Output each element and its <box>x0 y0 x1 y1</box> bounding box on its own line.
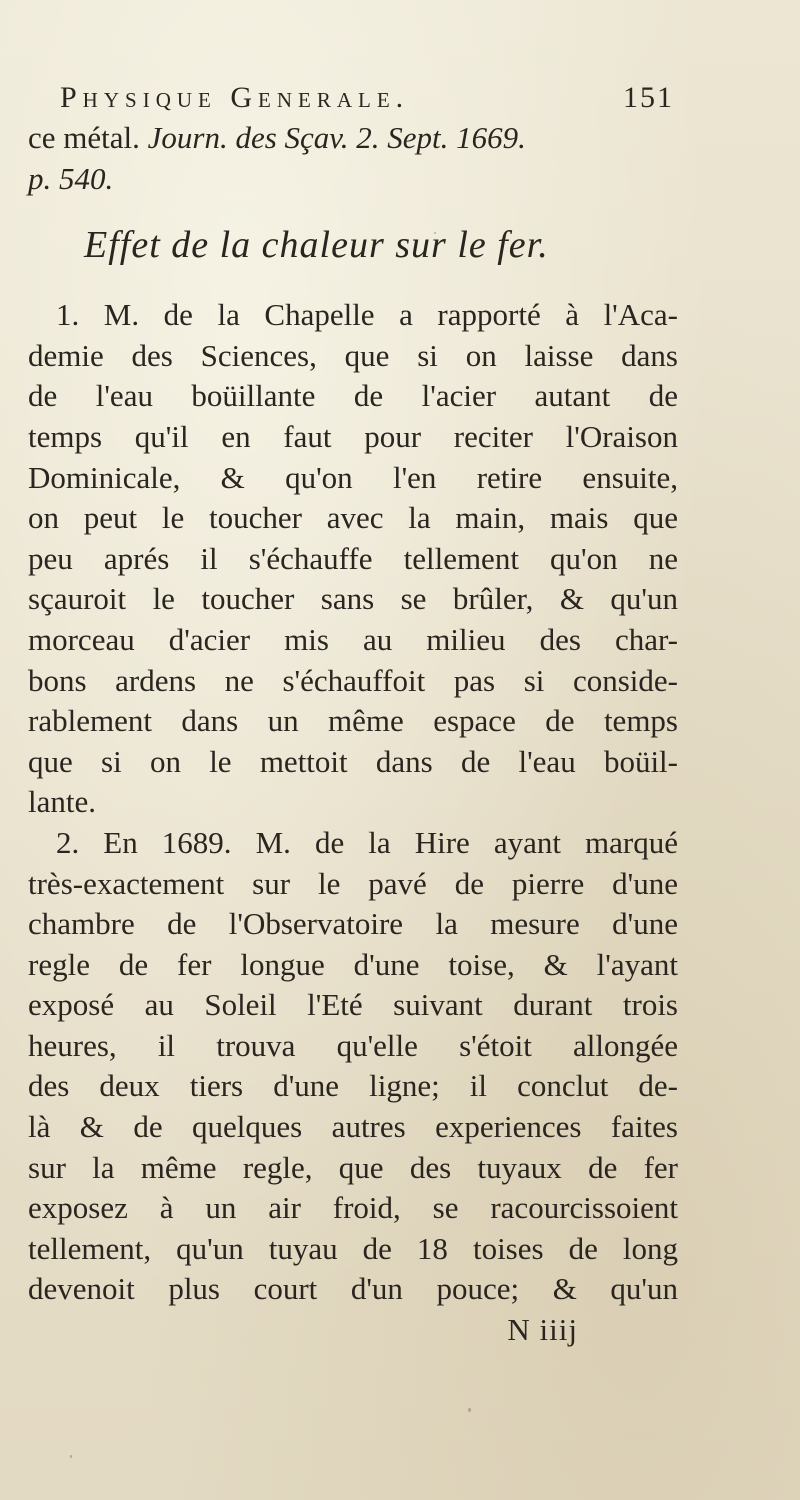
reference-page: p. 540. <box>28 160 114 196</box>
text-line: tellement, qu'un tuyau de 18 toises de long <box>28 1230 678 1266</box>
text-line: exposé au Soleil l'Eté suivant durant trois <box>28 987 678 1023</box>
text-line: rablement dans un même espace de temps <box>28 703 678 739</box>
signature-mark: N iiij <box>507 1312 578 1348</box>
text-line: regle de fer longue d'une toise, & l'ayant <box>28 946 678 982</box>
text-line: bons ardens ne s'échauffoit pas si conside- <box>28 662 678 698</box>
text-line: exposez à un air froid, se racourcissoient <box>28 1190 678 1226</box>
reference-text: ce métal. <box>28 120 140 155</box>
text-line: chambre de l'Observatoire la mesure d'une <box>28 906 678 942</box>
text-line: peu aprés il s'échauffe tellement qu'on ne <box>28 540 678 576</box>
paragraph-2 <box>28 823 678 1310</box>
text-line: des deux tiers d'une ligne; il conclut de- <box>28 1068 678 1104</box>
text-line: devenoit plus court d'un pouce; & qu'un <box>28 1271 678 1307</box>
paper-speck <box>434 232 436 234</box>
running-head-title: Physique Generale. <box>60 81 410 114</box>
text-line: lante. <box>28 784 96 820</box>
reference-citation: Journ. des Sçav. 2. Sept. 1669. <box>147 120 526 155</box>
running-head <box>28 78 678 118</box>
text-line: 2. En 1689. M. de la Hire ayant marqué <box>56 824 678 860</box>
section-title: Effet de la chaleur sur le fer. <box>84 224 549 267</box>
text-line: que si on le mettoit dans de l'eau boüil- <box>28 743 678 779</box>
text-line: morceau d'acier mis au milieu des char- <box>28 621 678 657</box>
paragraph-1 <box>28 295 678 823</box>
text-line: de l'eau boüillante de l'acier autant de <box>28 378 678 414</box>
text-line: sçauroit le toucher sans se brûler, & qu'un <box>28 581 678 617</box>
text-line: heures, il trouva qu'elle s'étoit allongée <box>28 1027 678 1063</box>
text-block <box>28 78 678 1351</box>
text-line: là & de quelques autres experiences faites <box>28 1109 678 1145</box>
paper-speck <box>468 1408 471 1412</box>
text-line: sur la même regle, que des tuyaux de fer <box>28 1149 678 1185</box>
text-line: temps qu'il en faut pour reciter l'Oraison <box>28 418 678 454</box>
paper-speck <box>70 1455 72 1458</box>
text-line: Dominicale, & qu'on l'en retire ensuite, <box>28 459 678 495</box>
text-line: très-exactement sur le pavé de pierre d'une <box>28 865 678 901</box>
page-number: 151 <box>623 81 674 114</box>
text-line: demie des Sciences, que si on laisse dans <box>28 337 678 373</box>
text-line: on peut le toucher avec la main, mais que <box>28 500 678 536</box>
text-line: 1. M. de la Chapelle a rapporté à l'Aca- <box>56 297 678 333</box>
reference-line <box>28 118 678 159</box>
